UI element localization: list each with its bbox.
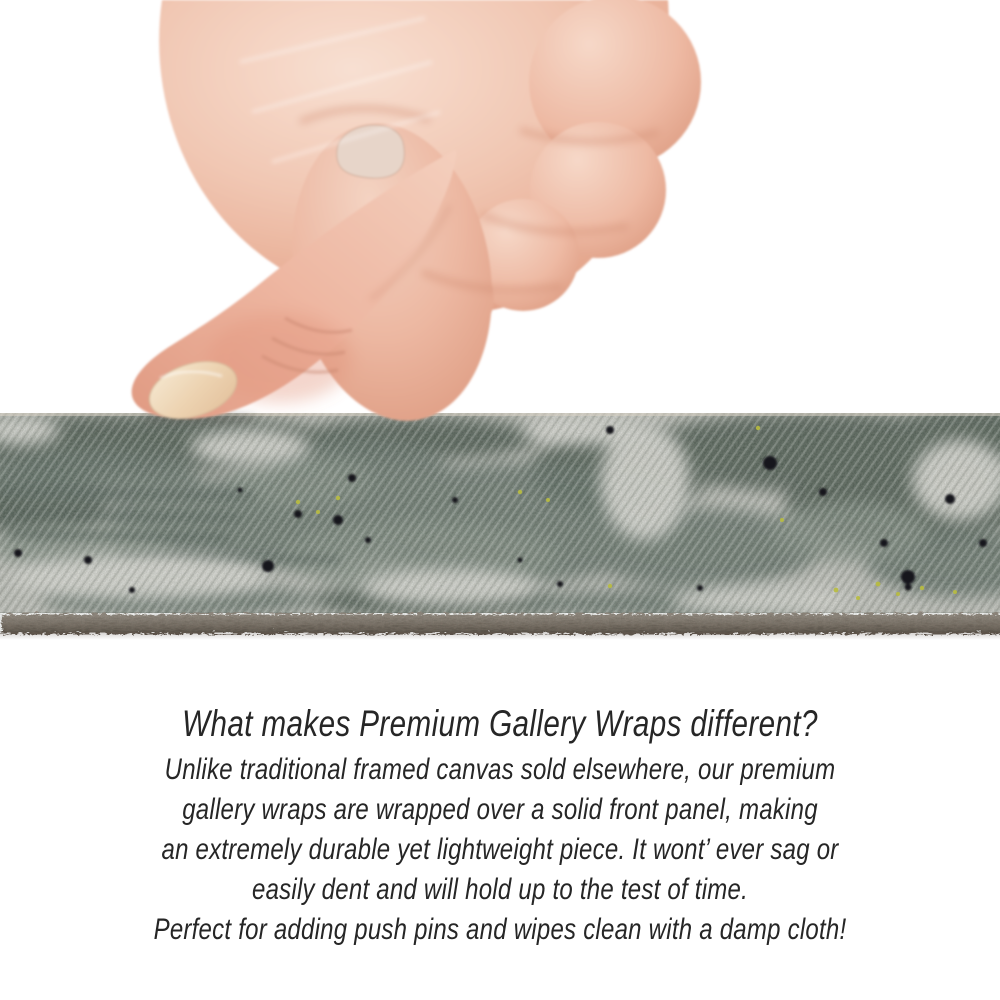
canvas-strip — [0, 406, 1000, 640]
body-line-1: Unlike traditional framed canvas sold elsewhere, our premium — [164, 753, 836, 786]
body-line-5: Perfect for adding push pins and wipes clean with a damp cloth! — [153, 913, 847, 946]
hand-photo — [132, 0, 701, 437]
body-line-3: an extremely durable yet lightweight piece. It wont’ ever sag or — [161, 833, 839, 866]
canvas-bottom-edge — [0, 612, 1000, 640]
canvas-drop-shadow — [0, 631, 1000, 640]
body-line-4: easily dent and will hold up to the test of time. — [251, 873, 749, 906]
headline: What makes Premium Gallery Wraps different? — [182, 703, 818, 744]
body-line-2: gallery wraps are wrapped over a solid front panel, making — [182, 793, 818, 826]
info-text-block — [100, 701, 900, 950]
